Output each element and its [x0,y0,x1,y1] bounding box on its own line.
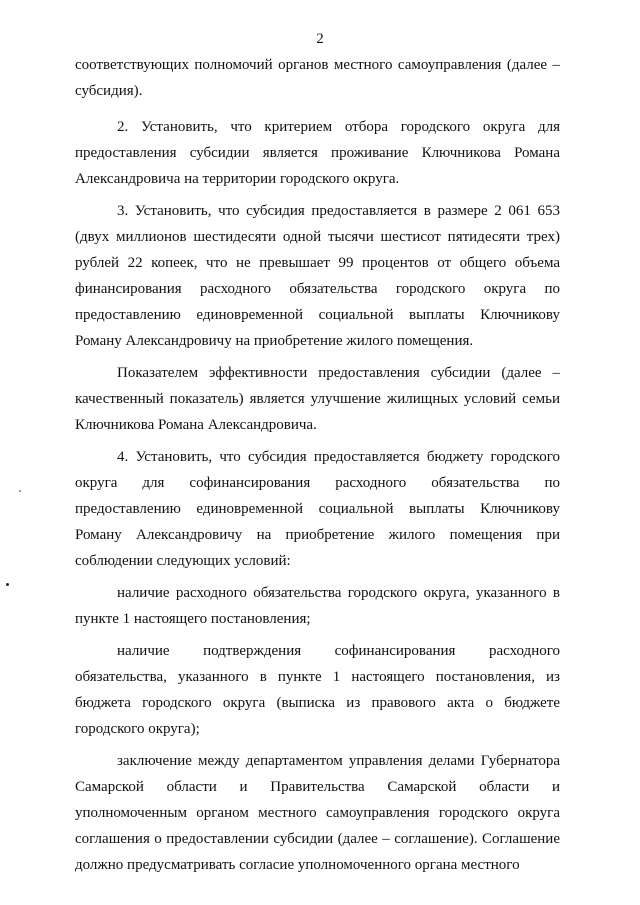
paragraph-item-2-selection-criterion: 2. Установить, что критерием отбора городского округа для предоставления субсидии является проживание Ключникова Романа Александровича на территории городского округа. [75,119,560,187]
paragraph-condition-cofinancing-confirmation: наличие подтверждения софинансирования расходного обязательства, указанного в пункте 1 настоящего постановления, из бюджета городского округа (выписка из правового акта о бюджете городского округа); [75,643,560,737]
scan-artifact-dot [19,490,21,492]
paragraph-item-3-subsidy-amount: 3. Установить, что субсидия предоставляется в размере 2 061 653 (двух миллионов шестидесяти одной тысячи шестисот пятидесяти трех) рублей 22 копеек, что не превышает 99 процентов от общего объема финансирования расходного обязательства городского округа по предоставлению единовременной социальной выплаты Ключникову Роману Александровичу на приобретение жилого помещения. [75,203,560,349]
page-number: 2 [316,31,324,47]
paragraph-condition-expenditure-obligation: наличие расходного обязательства городского округа, указанного в пункте 1 настоящего постановления; [75,585,560,627]
paragraph-efficiency-indicator: Показателем эффективности предоставления субсидии (далее – качественный показатель) является улучшение жилищных условий семьи Ключникова Романа Александровича. [75,365,560,433]
paragraph-condition-agreement: заключение между департаментом управления делами Губернатора Самарской области и Правительства Самарской области и уполномоченным органом местного самоуправления городского округа соглашения о предоставлении субсидии (далее – соглашение). Соглашение должно предусматривать согласие уполномоченного органа местного [75,753,560,873]
paragraph-subsidy-continuation: соответствующих полномочий органов местного самоуправления (далее – субсидия). [75,57,560,99]
scan-artifact-dot [6,583,9,586]
document-body [75,52,560,884]
paragraph-item-4-conditions: 4. Установить, что субсидия предоставляется бюджету городского округа для софинансирования расходного обязательства по предоставлению единовременной социальной выплаты Ключникову Роману Александровичу на приобретение жилого помещения при соблюдении следующих условий: [75,449,560,569]
